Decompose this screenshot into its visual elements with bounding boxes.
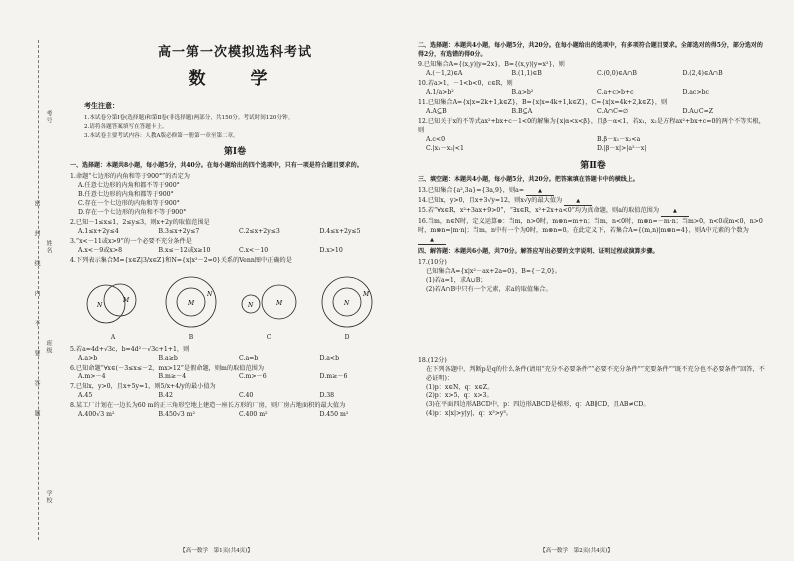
seal-char: 题 [33, 410, 40, 417]
question-stem: 1.命题“七边形的内角和等于900°”的否定为 [70, 172, 190, 180]
option-b: B.m≥－4 [158, 373, 187, 381]
question-9 [418, 61, 768, 79]
venn-option-d [314, 274, 380, 344]
venn-option-c [236, 274, 302, 344]
svg-text:N: N [207, 290, 213, 298]
option-a: A.x<－9或x>8 [78, 246, 123, 254]
option-d: D.x>10 [319, 246, 343, 254]
question-12 [418, 118, 768, 154]
volume-1-heading: 第Ⅰ卷 [223, 146, 247, 157]
svg-text:N: N [97, 301, 103, 309]
question-line: (3)在平面四边形ABCD中，p：四边形ABCD是梯形，q：AB∥CD，且AB≠CD。 [426, 401, 650, 409]
question-stem: 4.下列表示集合M={x∈Z|3/x∈Z}和N={x|x²－2=0}关系的Venn图中正确的是 [70, 256, 292, 264]
question-stem: 9.已知集合A={(x,y)|y=2x}，B={(x,y)|y=x²}，则 [418, 61, 565, 69]
option-c: C.a=b [239, 354, 259, 362]
exam-subject: 数 学 [188, 68, 282, 89]
margin-label-class: 班级 [45, 340, 52, 354]
page-2-footer: 【高一数学 第2页(共4页)】 [540, 548, 614, 554]
option-d: D.38 [319, 392, 335, 400]
seal-char: 不 [33, 320, 40, 327]
option-a: A.1/a>b² [426, 89, 454, 97]
page-1-footer: 【高一数学 第1页(共4页)】 [180, 548, 254, 554]
page-1 [70, 30, 400, 421]
page-2 [418, 40, 768, 420]
question-10 [418, 80, 768, 98]
question-line: (2)若A∩B中只有一个元素，求a的取值集合。 [426, 285, 552, 293]
option-a: A.任意七边形的内角和都不等于900° [78, 181, 180, 189]
option-d: D.a<b [319, 354, 340, 362]
margin-label-name: 姓名 [45, 240, 52, 254]
question-6 [70, 365, 400, 383]
question-4 [70, 257, 400, 344]
option-d: D.450 m² [319, 411, 349, 419]
question-line: 在下列各题中，判断p是q的什么条件(请用“充分不必要条件”“必要不充分条件”“充要条件”“既不充分也不必要条件”回答，不必证明)： [426, 365, 765, 382]
option-b: B.(1,1)∈B [511, 70, 542, 78]
question-2 [70, 219, 400, 237]
option-a: A.1≤x+2y≤4 [78, 227, 119, 235]
notice-item: 1.本试卷分第Ⅰ卷(选择题)和第Ⅱ卷(非选择题)两部分，共150分。考试时间120分钟。 [84, 114, 294, 121]
question-line: (4)p：x|x|>y|y|，q：x³>y³。 [426, 410, 513, 418]
option-c: C.2≤x+2y≤3 [239, 227, 280, 235]
option-c: C.A∩C=∅ [597, 108, 629, 116]
svg-text:M: M [188, 299, 195, 307]
option-c: C.400 m² [239, 411, 268, 419]
svg-text:M: M [276, 299, 283, 307]
answer-blank: ▲ [564, 198, 592, 206]
venn-option-a [80, 274, 146, 344]
option-a: A.45 [78, 392, 93, 400]
notice-item: 2.请将各题答案填写在答题卡上。 [84, 123, 168, 130]
section-3-instructions: 三、填空题：本题共4小题，每小题5分，共20分。把答案填在答题卡中的横线上。 [418, 176, 639, 184]
seal-char: 内 [33, 290, 40, 297]
question-11 [418, 99, 768, 117]
venn-diagram-b [161, 274, 221, 332]
question-1 [70, 173, 400, 218]
svg-text:M: M [123, 296, 130, 304]
option-d: D.4≤x+2y≤5 [319, 227, 361, 235]
option-b: B.a>b² [511, 89, 534, 97]
notice-heading: 考生注意： [84, 101, 119, 111]
question-5 [70, 346, 400, 364]
venn-option-b [158, 274, 224, 344]
question-line: 已知集合A={x|x²－ax+2a=0}，B={－2,0}。 [426, 267, 562, 275]
venn-label-d: D [344, 333, 350, 341]
option-b: B.B⊆A [511, 108, 533, 116]
question-stem: 15.若“∀x∈R，x²+3ax+9>0”，“∃x∈R，x²+2x+a<0”均为真命题，则a的取值范围为 [418, 207, 660, 215]
question-8 [70, 402, 400, 420]
section-2-instructions: 二、选择题：本题共4小题，每小题5分，共20分。在每小题给出的选项中，有多项符合题目要求。全部选对的得5分，部分选对的得2分，有选错的得0分。 [418, 42, 763, 58]
exam-title: 高一第一次模拟选科考试 [157, 45, 312, 60]
question-stem: 11.已知集合A={x|x=2k+1,k∈Z}，B={x|x=4k+1,k∈Z}，C={x|x=4k+2,k∈Z}，则 [418, 99, 668, 107]
venn-diagram-c [239, 274, 299, 332]
question-stem: 5.若a=4d+√3c，b=4d²－√3c+1+1，则 [70, 345, 190, 353]
question-stem: 14.已知x，y>0，且x+3√y=12，则x√y的最大值为 [418, 197, 563, 205]
option-c: C.存在一个七边形的内角和等于900° [78, 199, 180, 207]
question-stem: 16.当m，n∈N时，定义运算⊗：当m，n>0时，m⊗n=m+n；当m，n<0时，m⊗n=－m·n；当m>0，n<0或m<0，n>0时，m⊗n=|m·n|；当m，n中有一个为0时，m⊗n=0。在此定义下，若集合A={(m,n)|m⊗n=4}，则A中元素的个数为 [418, 217, 763, 234]
option-c: C.a+c>b+c [597, 89, 634, 97]
question-line: (1)若a=1，求A∪B； [426, 276, 487, 284]
question-line: (2)p：x>5，q：x>3。 [426, 392, 493, 400]
venn-label-b: B [188, 333, 194, 341]
section-4-instructions: 四、解答题：本题共6小题，共70分。解答应写出必要的文字说明、证明过程或演算步骤。 [418, 247, 659, 255]
option-d: D.|β－x|>|a²－x| [597, 145, 647, 153]
answer-blank: ▲ [418, 237, 446, 245]
option-d: D.存在一个七边形的内角和不等于900° [78, 208, 187, 216]
answer-blank: ▲ [661, 208, 689, 216]
question-head: 18.(12分) [418, 356, 447, 364]
option-b: B.β－x₁－x₂<a [597, 136, 641, 144]
option-a: A.(－1,2)∈A [426, 70, 463, 78]
volume-2-heading: 第Ⅱ卷 [580, 161, 606, 172]
option-a: A.c<0 [426, 136, 446, 144]
question-head: 17.(10分) [418, 258, 447, 266]
venn-diagram-a [83, 274, 143, 332]
seal-char: 要 [33, 350, 40, 357]
question-stem: 12.已知关于x的不等式ax²+bx+c－1<0的解集为{x|α<x<β}，且β－α<1，若x₁，x₂是方程ax²+bx+c=0的两个不等实根，则 [418, 118, 765, 135]
option-c: C.(0,0)∈A∩B [597, 70, 637, 78]
option-c: C.x<－10 [239, 246, 269, 254]
answer-blank: ▲ [526, 188, 554, 196]
margin-label-exam-no: 考号 [45, 110, 52, 124]
option-b: B.450√3 m² [158, 411, 196, 419]
question-stem: 13.已知集合{a²,3a}={3a,9}，则a= [418, 186, 525, 194]
question-stem: 10.若a>1，－1<b<0，c∈R，则 [418, 80, 513, 88]
option-a: A.a>b [78, 354, 98, 362]
seal-char: 线 [33, 260, 40, 267]
option-b: B.任意七边形的内角和都等于900° [78, 190, 174, 198]
binding-margin [4, 10, 64, 550]
venn-diagram-d [317, 274, 377, 332]
option-a: A.m>－4 [78, 373, 106, 381]
venn-label-a: A [110, 333, 116, 341]
svg-text:M: M [363, 290, 370, 298]
svg-text:N: N [344, 299, 350, 307]
question-stem: 3.“x<－11或x>9”的一个必要不充分条件是 [70, 237, 192, 245]
option-d: D.ac>bc [682, 89, 709, 97]
seal-char: 密 [33, 200, 40, 207]
option-a: A.400√3 m² [78, 411, 115, 419]
margin-label-school: 学校 [45, 490, 52, 504]
option-b: B.x≤－12或x≥10 [158, 246, 211, 254]
question-18 [418, 357, 768, 420]
option-b: B.42 [158, 392, 173, 400]
seal-char: 答 [33, 380, 40, 387]
question-7 [70, 383, 400, 401]
option-b: B.a≥b [158, 354, 178, 362]
venn-options [80, 274, 380, 344]
question-16 [418, 218, 768, 245]
option-c: C.|x₁－x₂|<1 [426, 145, 464, 153]
option-d: D.m≥－6 [319, 373, 348, 381]
seal-char: 封 [33, 230, 40, 237]
option-a: A.A⊆B [426, 108, 447, 116]
question-17 [418, 259, 768, 295]
question-stem: 6.已知命题“∀x∈(－3≤x≤－2，mx>12”是假命题，则m的取值范围为 [70, 364, 265, 372]
candidate-notice [70, 101, 400, 139]
question-stem: 2.已知－1≤x≤1，2≤y≤3，则x+2y的取值范围是 [70, 218, 210, 226]
question-stem: 8.某工厂计划在一边长为60 m的正三角形空地上建造一座长方形的厂房，则厂房占地面积的最大值为 [70, 402, 346, 410]
question-14 [418, 197, 768, 206]
option-b: B.3≤x+2y≤7 [158, 227, 200, 235]
question-13 [418, 187, 768, 196]
option-d: D.A∪C=Z [682, 108, 714, 116]
option-d: D.(2,4)∈A∩B [682, 70, 723, 78]
option-c: C.m>－6 [239, 373, 267, 381]
question-line: (1)p：x∈N，q：x∈Z。 [426, 383, 494, 391]
svg-text:N: N [248, 301, 254, 309]
question-stem: 7.已知x，y>0，且x+5y=1，则5/x+4/y的最小值为 [70, 383, 216, 391]
question-15 [418, 207, 768, 216]
venn-label-c: C [266, 333, 272, 341]
question-3 [70, 238, 400, 256]
notice-item: 3.本试卷主要考试内容：人教A版必修第一册第一章至第二章。 [84, 132, 239, 139]
section-1-instructions: 一、选择题：本题共8小题，每小题5分，共40分。在每小题给出的四个选项中，只有一项是符合题目要求的。 [70, 162, 363, 169]
option-c: C.40 [239, 392, 254, 400]
